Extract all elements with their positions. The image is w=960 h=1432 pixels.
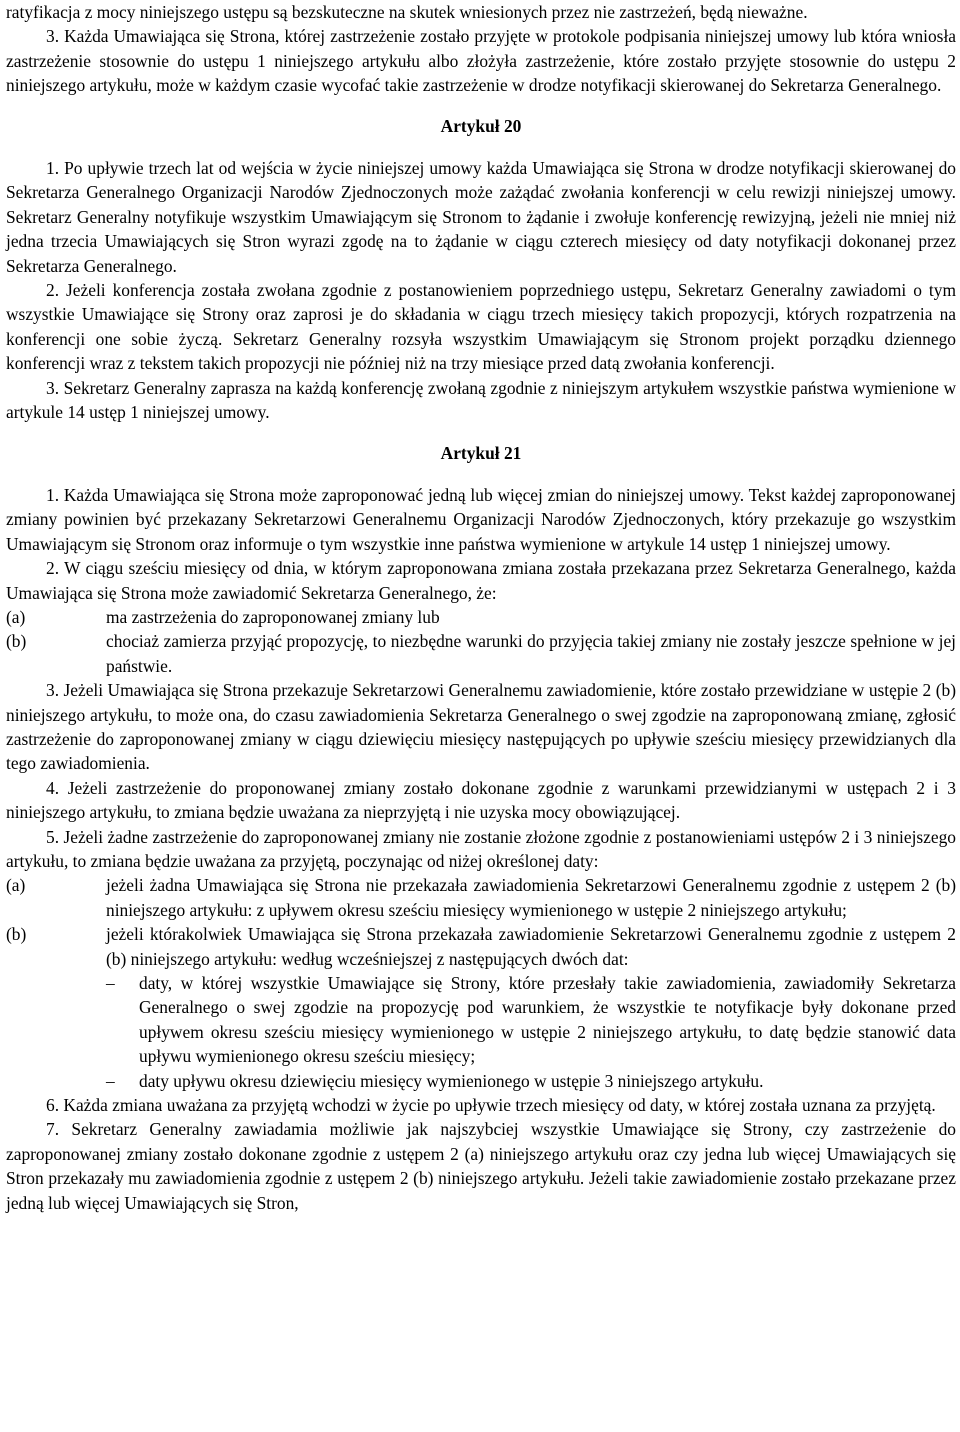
list-item-art21-2b xyxy=(6,629,956,678)
dash-marker: – xyxy=(106,973,115,994)
paragraph-art20-3: 3. Sekretarz Generalny zaprasza na każdą konferencję zwołaną zgodnie z niniejszym artykułem wszystkie państwa wymienione w artykule 14 ustęp 1 niniejszej umowy. xyxy=(6,377,956,423)
dash-item-text: daty upływu okresu dziewięciu miesięcy wymienionego w ustępie 3 niniejszego artykułu. xyxy=(139,1070,764,1091)
dash-marker: – xyxy=(106,1070,115,1091)
paragraph-art21-7: 7. Sekretarz Generalny zawiadamia możliwie jak najszybciej wszystkie Umawiające się Strony, czy zastrzeżenie do zaproponowanej zmiany zostało dokonane zgodnie z ustępem 2 (a) niniejszego artykułu oraz czy jedna lub więcej Umawiających się Stron przekazały mu zawiadomienia zgodnie z ustępem 2 (b) niniejszego artykułu. Jeżeli takie zawiadomienie zostało przekazane przez jedną lub więcej Umawiających się Stron, xyxy=(6,1119,956,1213)
list-item-label: (b) xyxy=(6,631,27,652)
document-page xyxy=(6,0,956,1215)
dash-item-text: daty, w której wszystkie Umawiające się Strony, które przesłały takie zawiadomienia, zawiadomiły Sekretarza Generalnego o swej zgodzie na propozycję pod warunkiem, że wszystkie te notyfikacje były dokonane przed upływem okresu sześciu miesięcy wymienionego w ustępie 2 niniejszego artykułu, to datę będzie stanowić data upływu wymienionego okresu sześciu miesięcy; xyxy=(139,973,956,1067)
paragraph-art21-4: 4. Jeżeli zastrzeżenie do proponowanej zmiany zostało dokonane zgodnie z warunkami przewidzianymi w ustępach 2 i 3 niniejszego artykułu, to zmiana będzie uważana za nieprzyjętą i nie uzyska mocy obowiązującej. xyxy=(6,777,956,823)
paragraph-continuation: ratyfikacja z mocy niniejszego ustępu są bezskuteczne na skutek wniesionych przez nie zastrzeżeń, będą nieważne. xyxy=(6,2,808,22)
list-item-text: ma zastrzeżenia do zaproponowanej zmiany lub xyxy=(106,606,440,627)
list-item-text: jeżeli żadna Umawiająca się Strona nie przekazała zawiadomienia Sekretarzowi Generalnemu zgodnie z ustępem 2 (b) niniejszego artykułu: z upływem okresu sześciu miesięcy wymienionego w ustępie 2 niniejszego artykułu; xyxy=(106,875,956,920)
dash-item-1 xyxy=(6,971,956,1069)
list-item-text: chociaż zamierza przyjąć propozycję, to niezbędne warunki do przyjęcia takiej zmiany nie zostały jeszcze spełnione w jej państwie. xyxy=(106,631,956,676)
article-20-heading: Artykuł 20 xyxy=(440,115,522,136)
list-item-label: (b) xyxy=(6,924,27,945)
list-item-label: (a) xyxy=(6,606,26,627)
paragraph-art21-6: 6. Każda zmiana uważana za przyjętą wchodzi w życie po upływie trzech miesięcy od daty, w której została uznana za przyjętą. xyxy=(46,1095,936,1116)
list-item-art21-2a xyxy=(6,605,956,629)
paragraph-art20-1: 1. Po upływie trzech lat od wejścia w życie niniejszej umowy każda Umawiająca się Strona w drodze notyfikacji skierowanej do Sekretarza Generalnego Organizacji Narodów Zjednoczonych może zażądać zwołania konferencji w celu rewizji niniejszej umowy. Sekretarz Generalny notyfikuje wszystkim Umawiającym się Stronom to żądanie i zwołuje konferencję rewizyjną, jeżeli nie mniej niż jedna trzecia Umawiających się Stron wyrazi zgodę na to żądanie w ciągu czterech miesięcy od daty notyfikacji dokonanej przez Sekretarza Generalnego. xyxy=(6,158,956,276)
list-item-text: jeżeli którakolwiek Umawiająca się Strona przekazała zawiadomienie Sekretarzowi Generalnemu zgodnie z ustępem 2 (b) niniejszego artykułu: według wcześniejszej z następujących dwóch dat: xyxy=(106,924,956,969)
paragraph-art20-2: 2. Jeżeli konferencja została zwołana zgodnie z postanowieniem poprzedniego ustępu, Sekretarz Generalny zawiadomi o tym wszystkie Umawiające się Strony oraz zaprosi je do składania w ciągu trzech miesięcy takich propozycji, których rozpatrzenia na konferencji one sobie życzą. Sekretarz Generalny rozsyła wszystkim Umawiającym się Stronom projekt porządku dziennego konferencji wraz z tekstem takich propozycji nie później niż na trzy miesiące przed datą zwołania konferencji. xyxy=(6,280,956,374)
dash-item-2 xyxy=(6,1069,956,1093)
paragraph-art21-1: 1. Każda Umawiająca się Strona może zaproponować jedną lub więcej zmian do niniejszej umowy. Tekst każdej zaproponowanej zmiany powinien być przekazany Sekretarzowi Generalnemu Organizacji Narodów Zjednoczonych, który przekazuje go wszystkim Umawiającym się Stronom oraz informuje o tym wszystkie inne państwa wymienione w artykule 14 ustęp 1 niniejszej umowy. xyxy=(6,484,956,554)
paragraph-art21-2: 2. W ciągu sześciu miesięcy od dnia, w którym zaproponowana zmiana została przekazana przez Sekretarza Generalnego, każda Umawiająca się Strona może zawiadomić Sekretarza Generalnego, że: xyxy=(6,558,956,603)
list-item-art21-5a xyxy=(6,873,956,922)
article-21-heading: Artykuł 21 xyxy=(440,442,522,463)
list-item-art21-5b xyxy=(6,922,956,971)
paragraph-art21-3: 3. Jeżeli Umawiająca się Strona przekazuje Sekretarzowi Generalnemu zawiadomienie, które zostało przewidziane w ustępie 2 (b) niniejszego artykułu, to może ona, do czasu zawiadomienia Sekretarza Generalnego o swej zgodzie na zaproponowaną zmianę, zgłosić zastrzeżenie do zaproponowanej zmiany w ciągu dziewięciu miesięcy następujących po upływie sześciu miesięcy przewidzianych dla tego zawiadomienia. xyxy=(6,680,956,774)
paragraph-art19-3: 3. Każda Umawiająca się Strona, której zastrzeżenie zostało przyjęte w protokole podpisania niniejszej umowy lub która wniosła zastrzeżenie stosownie do ustępu 1 niniejszego artykułu albo złożyła zastrzeżenie, które zostało przyjęte stosownie do ustępu 2 niniejszego artykułu, może w każdym czasie wycofać takie zastrzeżenie w drodze notyfikacji skierowanej do Sekretarza Generalnego. xyxy=(6,26,956,96)
list-item-label: (a) xyxy=(6,875,26,896)
paragraph-art21-5: 5. Jeżeli żadne zastrzeżenie do zaproponowanej zmiany nie zostanie złożone zgodnie z postanowieniami ustępów 2 i 3 niniejszego artykułu, to zmiana będzie uważana za przyjętą, poczynając od niżej określonej daty: xyxy=(6,826,956,871)
